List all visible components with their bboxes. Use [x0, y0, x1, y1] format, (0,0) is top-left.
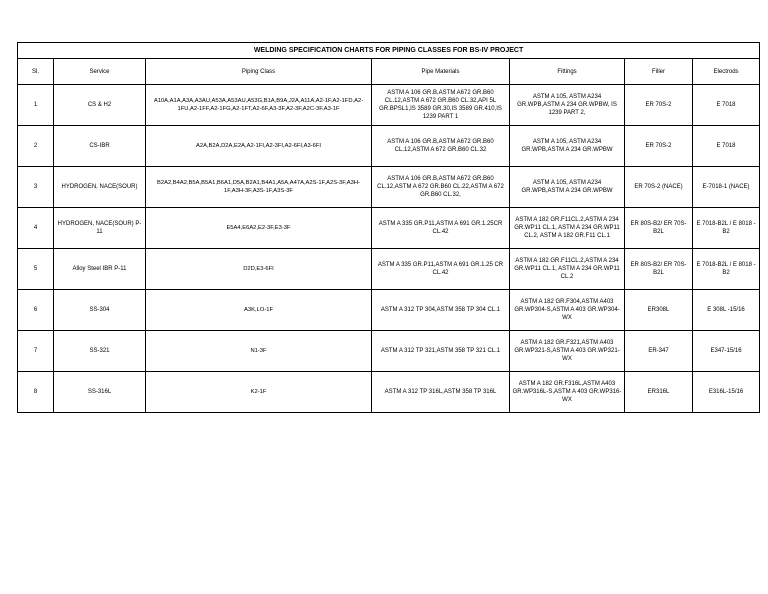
cell-pipe-materials: ASTM A 312 TP 304,ASTM 358 TP 304 CL.1: [372, 290, 510, 331]
cell-service: SS-304: [54, 290, 146, 331]
cell-fittings: ASTM A 182 GR.F304,ASTM A403 GR.WP304-S,ASTM A 403 GR.WP304-WX: [510, 290, 625, 331]
cell-fittings: ASTM A 105, ASTM A234 GR.WPB,ASTM A 234 GR.WPBW: [510, 167, 625, 208]
header-row: [18, 59, 760, 85]
cell-fittings: ASTM A 182 GR.F321,ASTM A403 GR.WP321-S,ASTM A 403 GR.WP321-WX: [510, 331, 625, 372]
cell-filler: ER308L: [625, 290, 693, 331]
welding-spec-table: [17, 42, 760, 413]
table-row: [18, 126, 760, 167]
table-row: [18, 208, 760, 249]
cell-service: CS & H2: [54, 85, 146, 126]
cell-filler: ER 70S-2 (NACE): [625, 167, 693, 208]
cell-filler: ER 80S-B2/ ER 70S-B2L: [625, 208, 693, 249]
cell-electrods: E347-15/16: [693, 331, 760, 372]
cell-fittings: ASTM A 182 GR.F11CL.2,ASTM A 234 GR.WP11 CL.1, ASTM A 234 GR.WP11 CL.2, ASTM A 182 GR.F11 CL.1: [510, 208, 625, 249]
cell-sl: 3: [18, 167, 54, 208]
cell-piping-class: E5A4,E6A2,E2-3F,E3-3F: [146, 208, 372, 249]
cell-service: HYDROGEN, NACE(SOUR) P-11: [54, 208, 146, 249]
cell-filler: ER-347: [625, 331, 693, 372]
header-service: Service: [54, 59, 146, 85]
cell-sl: 2: [18, 126, 54, 167]
header-fittings: Fittings: [510, 59, 625, 85]
table-row: [18, 331, 760, 372]
cell-electrods: E 7018: [693, 126, 760, 167]
cell-piping-class: D2D,E3-6FI: [146, 249, 372, 290]
cell-sl: 1: [18, 85, 54, 126]
cell-filler: ER 70S-2: [625, 126, 693, 167]
header-electrods: Electrods: [693, 59, 760, 85]
table-title: WELDING SPECIFICATION CHARTS FOR PIPING CLASSES FOR BS-IV PROJECT: [18, 43, 760, 59]
cell-pipe-materials: ASTM A 106 GR.B,ASTM A672 GR.B60 CL.12,ASTM A 672 GR.B60 CL.22,ASTM A 672 GR.B60 CL.32,: [372, 167, 510, 208]
cell-pipe-materials: ASTM A 106 GR.B,ASTM A672 GR.B60 CL.12,ASTM A 672 GR.B60 CL.32: [372, 126, 510, 167]
cell-service: CS-IBR: [54, 126, 146, 167]
header-pipe-materials: Pipe Materials: [372, 59, 510, 85]
cell-electrods: E316L-15/16: [693, 372, 760, 413]
cell-filler: ER316L: [625, 372, 693, 413]
cell-fittings: ASTM A 182 GR.F316L,ASTM A403 GR.WP316L-S,ASTM A 403 GR.WP316-WX: [510, 372, 625, 413]
cell-service: Alloy Steel IBR P-11: [54, 249, 146, 290]
cell-pipe-materials: ASTM A 335 GR.P11,ASTM A 691 GR.1.25CR CL.42: [372, 208, 510, 249]
header-filler: Filler: [625, 59, 693, 85]
cell-sl: 7: [18, 331, 54, 372]
cell-piping-class: A2A,B2A,D2A,E2A,A2-1FI,A2-3FI,A2-6FI,A3-6FI: [146, 126, 372, 167]
cell-piping-class: K2-1F: [146, 372, 372, 413]
cell-piping-class: A10A,A1A,A3A,A3AU,A53A,A53AU,A53G,B1A,B9A,J2A,A11A,A2-1F,A2-1FD,A2-1FU,A2-1FF,A2-1FG,A2-1FT,A2-6F,A3-3F,A2-3F,A2C-3F,A3-1F: [146, 85, 372, 126]
cell-filler: ER 80S-B2/ ER 70S-B2L: [625, 249, 693, 290]
cell-service: SS-316L: [54, 372, 146, 413]
cell-sl: 6: [18, 290, 54, 331]
cell-electrods: E 7018-B2L / E 8018 - B2: [693, 249, 760, 290]
cell-sl: 4: [18, 208, 54, 249]
cell-filler: ER 70S-2: [625, 85, 693, 126]
table-row: [18, 290, 760, 331]
cell-sl: 5: [18, 249, 54, 290]
table-row: [18, 85, 760, 126]
cell-fittings: ASTM A 105, ASTM A234 GR.WPB,ASTM A 234 GR.WPBW: [510, 126, 625, 167]
cell-piping-class: A3K,LO-1F: [146, 290, 372, 331]
cell-pipe-materials: ASTM A 106 GR.B,ASTM A672 GR.B60 CL.12,ASTM A 672 GR.B60 CL.32,API 5L GR.BPSL1,IS 3589 GR.30,IS 3589 GR.410,IS 1239 PART 1: [372, 85, 510, 126]
table-row: [18, 249, 760, 290]
cell-pipe-materials: ASTM A 312 TP 316L,ASTM 358 TP 316L: [372, 372, 510, 413]
table-row: [18, 372, 760, 413]
cell-fittings: ASTM A 105, ASTM A234 GR.WPB,ASTM A 234 GR.WPBW, IS 1239 PART 2,: [510, 85, 625, 126]
cell-sl: 8: [18, 372, 54, 413]
header-sl: Sl.: [18, 59, 54, 85]
cell-electrods: E-7018-1 (NACE): [693, 167, 760, 208]
cell-fittings: ASTM A 182 GR.F11CL.2,ASTM A 234 GR.WP11 CL.1, ASTM A 234 GR.WP11 CL.2: [510, 249, 625, 290]
header-piping-class: Piping Class: [146, 59, 372, 85]
table-row: [18, 167, 760, 208]
cell-pipe-materials: ASTM A 335 GR.P11,ASTM A 691 GR.1.25 CR CL.42: [372, 249, 510, 290]
cell-pipe-materials: ASTM A 312 TP 321,ASTM 358 TP 321 CL.1: [372, 331, 510, 372]
cell-piping-class: B2A2,B4A2,B5A,B5A1,B6A1,D5A,B2A1,B4A1,A5A,A47A,A2S-1F,A2S-3F,A3H-1F,A3H-3F,A3S-1F,A3S-3F: [146, 167, 372, 208]
cell-electrods: E 308L -15/16: [693, 290, 760, 331]
cell-piping-class: N1-3F: [146, 331, 372, 372]
cell-service: HYDROGEN, NACE(SOUR): [54, 167, 146, 208]
cell-electrods: E 7018-B2L / E 8018 - B2: [693, 208, 760, 249]
cell-service: SS-321: [54, 331, 146, 372]
cell-electrods: E 7018: [693, 85, 760, 126]
